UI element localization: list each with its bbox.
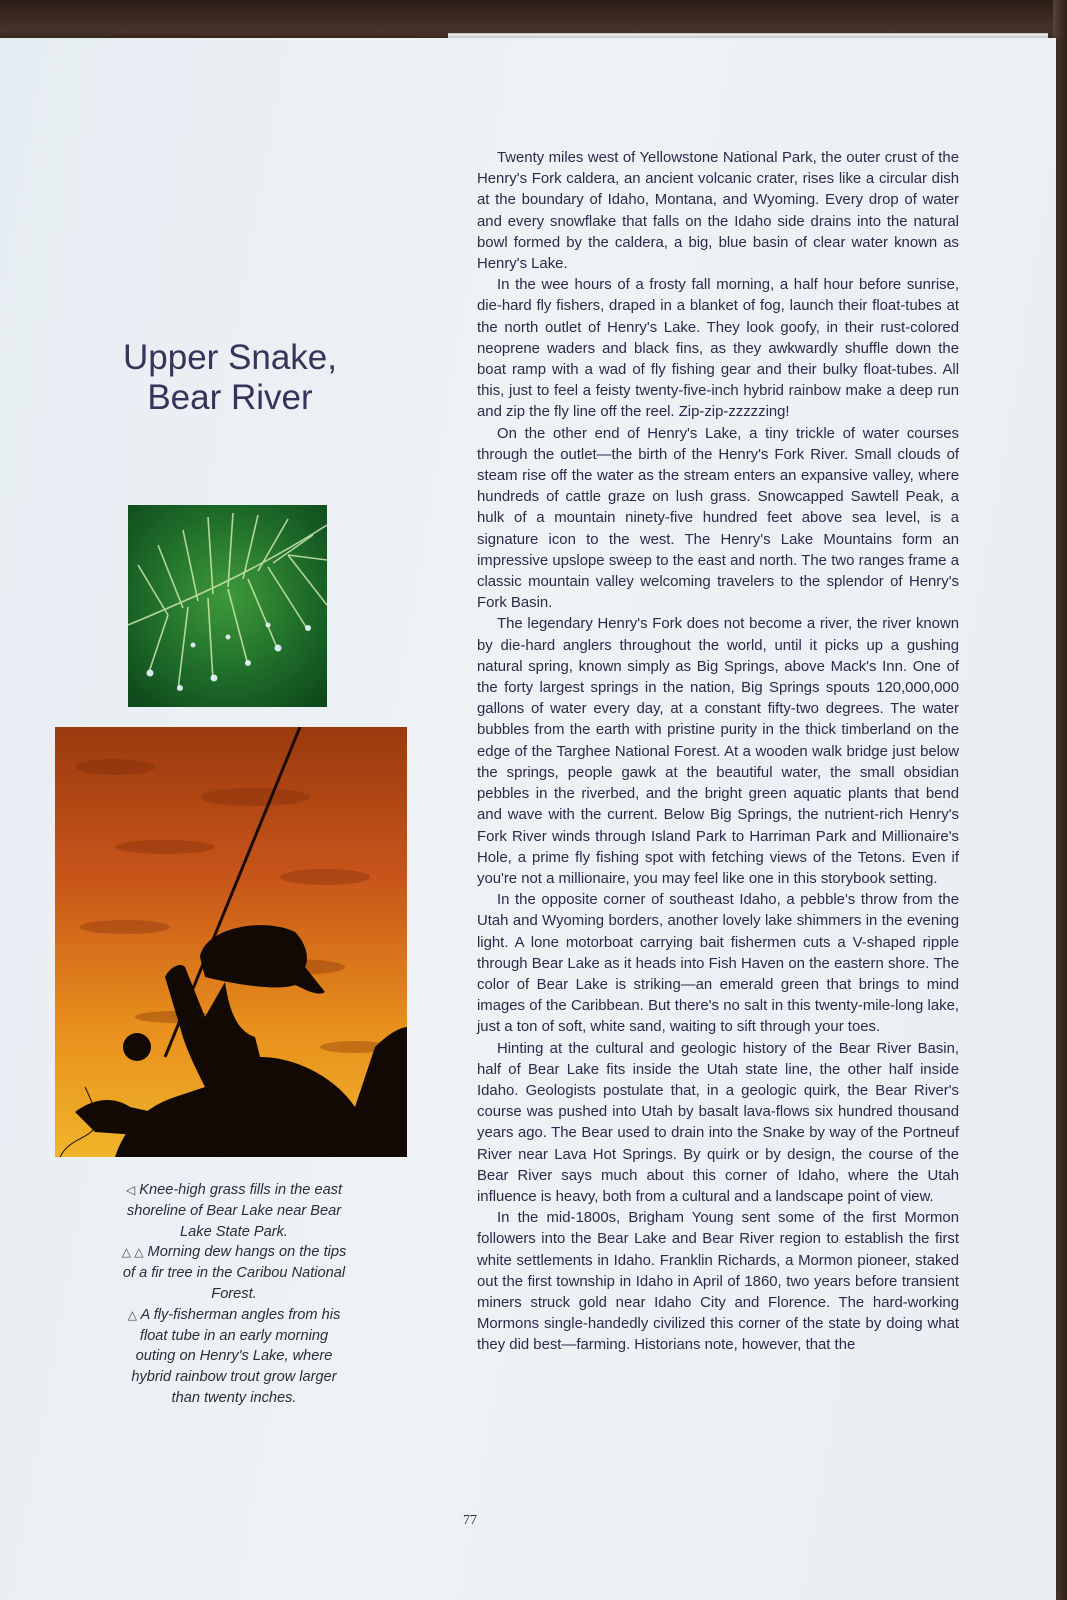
caption-entry-1 (118, 1180, 350, 1242)
chapter-title-line-2: Bear River (147, 378, 313, 417)
fly-fisherman-photo (55, 727, 407, 1157)
chapter-title (60, 338, 400, 418)
body-paragraph: The legendary Henry's Fork does not become a river, the river known by die-hard anglers throughout the world, until it picks up a gushing natural spring, known simply as Big Springs, above Mack's Inn. One of the forty largest springs in the nation, Big Springs spouts 120,000,000 gallons of water every day, at a constant fifty-two degrees. The water bubbles from the earth with pristine purity in the thick timberland on the edge of the Targhee National Forest. At a wooden walk bridge just below the springs, people gawk at the beautiful water, the small obsidian pebbles in the riverbed, and the bright green aquatic plants that bend and wave with the current. Below Big Springs, the nutrient-rich Henry's Fork River winds through Island Park to Harriman Park and Millionaire's Hole, a prime fly fishing spot with fetching views of the Tetons. Even if you're not a millionaire, you may feel like one in this storybook setting. (477, 616, 959, 887)
body-paragraph: On the other end of Henry's Lake, a tiny trickle of water courses through the outlet—the birth of the Henry's Fork River. Small clouds of steam rise off the water as the stream enters an expansive valley, where hundreds of cattle graze on lush grass. Snowcapped Sawtell Peak, a hulk of a mountain ninety-five hundred feet above sea level, is a signature icon to the west. The Henry's Lake Mountains form an impressive upslope sweep to the east and north. The two ranges frame a classic mountain valley welcoming travelers to the splendor of Henry's Fork Basin. (477, 425, 959, 612)
photo-caption (118, 1180, 350, 1409)
body-paragraph: Hinting at the cultural and geologic history of the Bear River Basin, half of Bear Lake fits inside the Utah state line, the other half inside Idaho. Geologists postulate that, in a geologic quirk, the Bear River's course was pushed into Utah by basalt lava-flows six hundred thousand years ago. The Bear used to drain into the Snake by way of the Portneuf River near Lava Hot Springs. By quirk or by design, the course of the Bear River says much about this corner of Idaho, where the Utah influence is heavy, both from a cultural and a landscape point of view. (477, 1040, 959, 1205)
pine-dew-photo (128, 505, 327, 707)
left-triangle-icon: ◁ (125, 1183, 136, 1197)
fisherman-silhouette-illustration (55, 727, 407, 1157)
up-triangles-icon: △ △ (121, 1245, 144, 1260)
body-paragraph: In the wee hours of a frosty fall morning, a half hour before sunrise, die-hard fly fishers, draped in a blanket of fog, launch their float-tubes at the north outlet of Henry's Lake. They look goofy, in their rust-colored neoprene waders and black fins, as they awkwardly shuffle down the boat ramp with a wad of fly fishing gear and their bulky float-tubes. All this, just to feel a feisty twenty-five-inch hybrid rainbow make a deep run and zip the fly line off the reel. Zip-zip-zzzzzing! (477, 277, 959, 421)
body-paragraph: In the opposite corner of southeast Idaho, a pebble's throw from the Utah and Wyoming borders, another lovely lake shimmers in the evening light. A lone motorboat carrying bait fishermen cuts a V-shaped ripple through Bear Lake as it heads into Fish Haven on the eastern shore. The color of Bear Lake is striking—an emerald green that brings to mind images of the Caribbean. But there's no salt in this twenty-mile-long lake, just a ton of soft, white sand, waiting to sift through your toes. (477, 892, 959, 1036)
caption-entry-3 (118, 1305, 350, 1409)
caption-text-3: A fly-fisherman angles from his float tube in an early morning outing on Henry's Lake, where hybrid rainbow trout grow larger than twenty inches. (131, 1306, 341, 1406)
article-body (477, 148, 959, 1357)
pine-needles-illustration (128, 505, 327, 707)
body-paragraph: In the mid-1800s, Brigham Young sent some of the first Mormon followers into the Bear Lake and Bear River region to establish the first white settlements in Idaho. Franklin Richards, a Mormon pioneer, staked out the first township in Idaho in April of 1860, two years before transient miners struck gold near Idaho City and Florence. The hard-working Mormons single-handedly civilized this corner of the state by doing what they did best—farming. Historians note, however, that the (477, 1210, 959, 1354)
caption-text-1: Knee-high grass fills in the east shoreline of Bear Lake near Bear Lake State Park. (126, 1182, 343, 1240)
caption-entry-2 (118, 1242, 350, 1304)
chapter-title-line-1: Upper Snake, (122, 338, 338, 377)
page-number: 77 (463, 1513, 477, 1528)
body-paragraph: Twenty miles west of Yellowstone National Park, the outer crust of the Henry's Fork caldera, an ancient volcanic crater, rises like a circular dish at the boundary of Idaho, Montana, and Wyoming. Every drop of water and every snowflake that falls on the Idaho side drains into the natural bowl formed by the caldera, a big, blue basin of clear water known as Henry's Lake. (477, 150, 959, 273)
up-triangle-icon: △ (127, 1307, 137, 1322)
caption-text-2: Morning dew hangs on the tips of a fir tree in the Caribou National Forest. (122, 1244, 347, 1302)
